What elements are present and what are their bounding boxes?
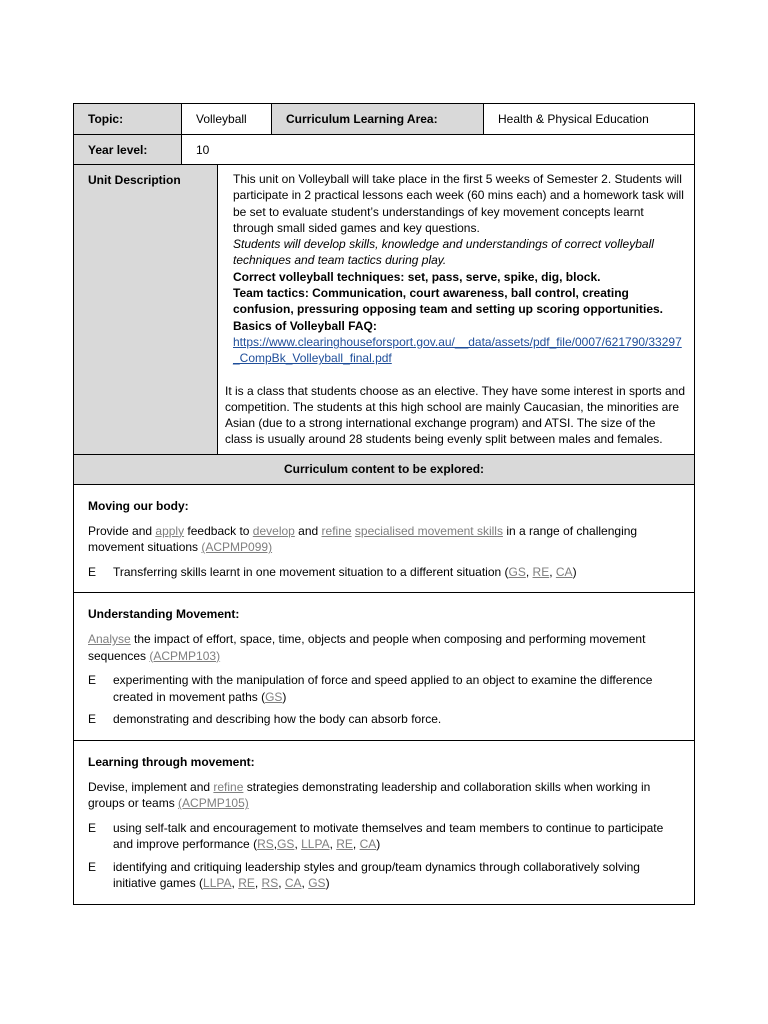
refine-link[interactable]: refine [213, 779, 244, 794]
curriculum-heading: Curriculum content to be explored: [284, 461, 485, 476]
curriculum-heading-cell [74, 454, 695, 484]
refine-link[interactable]: refine [321, 523, 352, 538]
area-label: Curriculum Learning Area: [286, 112, 438, 126]
year-value-cell [182, 135, 695, 165]
list-item: E using self-talk and encouragement to motivate themselves and team members to continue to participate and improve performance (RS,GS, LLPA, RE, CA) [88, 820, 664, 852]
acpmp099-link[interactable]: (ACPMP099) [201, 540, 273, 555]
ca-link[interactable]: CA [284, 876, 302, 891]
understanding-title: Understanding Movement: [88, 607, 240, 622]
acpmp105-link[interactable]: (ACPMP105) [178, 796, 249, 811]
unit-intro: This unit on Volleyball will take place in the first 5 weeks of Semester 2. Students will participate in 2 practical lessons each week (60 mins each) and a homework task will be set to evaluate student’s understandings of key movement concepts learnt through small sided games and key questions. [233, 172, 684, 235]
acpmp103-link[interactable]: (ACPMP103) [149, 648, 221, 663]
year-value: 10 [196, 143, 210, 157]
moving-body-cell [74, 484, 695, 593]
moving-description: Provide and apply feedback to develop and refine specialised movement skills in a range of challenging movement situations (ACPMP099) [88, 523, 638, 555]
analyse-link[interactable]: Analyse [88, 632, 131, 647]
re-link[interactable]: RE [532, 564, 550, 579]
class-context: It is a class that students choose as an elective. They have some interest in sports and competition. The students at this high school are mainly Caucasian, the minorities are Asian (due to a strong international exchange program) and ATSI. The size of the class is usually around 28 students being evenly split between males and females. [225, 383, 686, 447]
ca-link[interactable]: CA [555, 564, 573, 579]
unit-tactics: Team tactics: Communication, court awareness, ball control, creating confusion, pressuring opposing team and setting up scoring opportunities. [233, 286, 664, 317]
llpa-link[interactable]: LLPA [203, 876, 232, 891]
list-item: E identifying and critiquing leadership styles and group/team dynamics through collaboratively solving initiative games (LLPA, RE, RS, CA, GS) [88, 859, 640, 891]
area-label-cell [272, 104, 484, 135]
gs-link[interactable]: GS [265, 689, 283, 704]
unit-plan-page [73, 103, 694, 905]
list-item: E Transferring skills learnt in one movement situation to a different situation (GS, RE, CA) [88, 564, 577, 579]
gs-link[interactable]: GS [508, 564, 526, 579]
rs-link[interactable]: RS [261, 876, 279, 891]
unit-plan-table [73, 103, 695, 905]
learning-movement-cell [74, 740, 695, 904]
understanding-movement-cell [74, 593, 695, 741]
area-value: Health & Physical Education [498, 112, 649, 126]
topic-label-cell [74, 104, 182, 135]
moving-title: Moving our body: [88, 498, 189, 513]
learning-description: Devise, implement and refine strategies demonstrating leadership and collaboration skills when working in groups or teams (ACPMP105) [88, 779, 651, 811]
ca-link[interactable]: CA [359, 837, 377, 852]
year-label: Year level: [88, 143, 148, 157]
unit-label-cell [74, 165, 218, 455]
rs-link[interactable]: RS [257, 837, 274, 852]
unit-label: Unit Description [88, 173, 181, 187]
topic-value: Volleyball [196, 112, 247, 126]
year-label-cell [74, 135, 182, 165]
gs-link[interactable]: GS [277, 837, 295, 852]
faq-label: Basics of Volleyball FAQ: [233, 318, 377, 333]
learning-title: Learning through movement: [88, 754, 255, 769]
unit-techniques: Correct volleyball techniques: set, pass, serve, spike, dig, block. [233, 269, 601, 284]
develop-link[interactable]: develop [252, 523, 295, 538]
area-value-cell [484, 104, 695, 135]
topic-label: Topic: [88, 112, 124, 126]
list-item: E demonstrating and describing how the body can absorb force. [88, 712, 442, 727]
list-item: E experimenting with the manipulation of force and speed applied to an object to examine the difference created in movement paths (GS) [88, 673, 653, 704]
llpa-link[interactable]: LLPA [301, 837, 330, 852]
apply-link[interactable]: apply [155, 523, 185, 538]
gs-link[interactable]: GS [308, 876, 326, 891]
re-link[interactable]: RE [336, 837, 353, 852]
understanding-description: Analyse the impact of effort, space, time, objects and people when composing and performing movement sequences (ACPMP103) [88, 632, 646, 663]
re-link[interactable]: RE [238, 876, 255, 891]
faq-link[interactable]: https://www.clearinghouseforsport.gov.au/__data/assets/pdf_file/0007/621790/33297_CompBk_Volleyball_final.pdf [233, 334, 682, 366]
unit-description-cell [218, 165, 695, 455]
specialised-skills-link[interactable]: specialised movement skills [354, 523, 503, 538]
topic-value-cell [182, 104, 272, 135]
unit-goals: Students will develop skills, knowledge and understandings of correct volleyball techniques and team tactics during play. [233, 237, 654, 268]
